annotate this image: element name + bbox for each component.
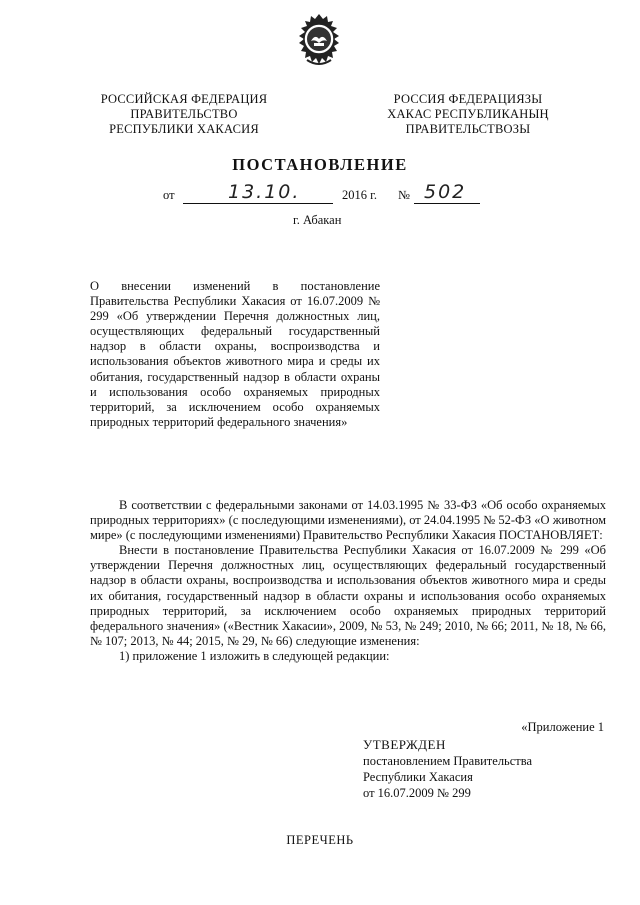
approved-title: УТВЕРЖДЕН	[363, 737, 446, 752]
approved-line-3: от 16.07.2009 № 299	[363, 786, 471, 800]
list-title: ПЕРЕЧЕНЬ	[286, 833, 354, 847]
header-khakas	[370, 92, 566, 137]
date-underline	[183, 203, 333, 204]
header-right-line-2: ХАКАС РЕСПУБЛИКАНЫҢ	[387, 107, 549, 121]
handwritten-number: 502	[424, 181, 467, 203]
appendix-label: «Приложение 1	[521, 720, 604, 734]
document-body	[90, 498, 606, 664]
body-paragraph-1: В соответствии с федеральными законами от 14.03.1995 № 33-ФЗ «Об особо охраняемых природных территориях» (с последующими изменениями), от 24.04.1995 № 52-ФЗ «О животном мире» (с последующими изменениями) Правительство Республики Хакасия ПОСТАНОВЛЯЕТ:	[90, 498, 606, 543]
coat-of-arms-icon	[293, 12, 345, 70]
approved-line-2: Республики Хакасия	[363, 770, 473, 784]
approved-line-1: постановлением Правительства	[363, 754, 533, 768]
header-right-line-3: ПРАВИТЕЛЬСТВОЗЫ	[405, 122, 531, 136]
body-paragraph-2: Внести в постановление Правительства Республики Хакасия от 16.07.2009 № 299 «Об утверждении Перечня должностных лиц, осуществляющих федеральный государственный надзор в области охраны, воспроизводства и использования объектов животного мира и среды их обитания, государственный надзор в области охраны и использования особо охраняемых природных территорий, за исключением особо охраняемых природных территорий федерального значения» («Вестник Хакасии», 2009, № 53, № 249; 2010, № 66; 2011, № 18, № 66, № 107; 2013, № 44; 2015, № 29, № 66) следующие изменения:	[90, 543, 606, 648]
body-paragraph-3: 1) приложение 1 изложить в следующей редакции:	[119, 648, 390, 663]
number-underline	[414, 203, 480, 204]
city: г. Абакан	[293, 213, 342, 227]
number-sign: №	[398, 188, 410, 202]
handwritten-date: 13.10.	[228, 181, 301, 203]
approval-block	[363, 737, 532, 801]
date-year: 2016 г.	[342, 188, 377, 202]
document-title: ПОСТАНОВЛЕНИЕ	[232, 155, 408, 174]
header-russian	[86, 92, 282, 137]
header-right-line-1: РОССИЯ ФЕДЕРАЦИЯЗЫ	[393, 92, 543, 106]
header-left-line-2: ПРАВИТЕЛЬСТВО	[130, 107, 238, 121]
header-left-line-1: РОССИЙСКАЯ ФЕДЕРАЦИЯ	[100, 92, 268, 106]
header-left-line-3: РЕСПУБЛИКИ ХАКАСИЯ	[109, 122, 259, 136]
document-subject: О внесении изменений в постановление Правительства Республики Хакасия от 16.07.2009 № 299 «Об утверждении Перечня должностных лиц, осуществляющих федеральный государственный надзор в области охраны, воспроизводства и использования объектов животного мира и среды их обитания, государственный надзор в области охраны и использования особо охраняемых природных территорий, за исключением особо охраняемых природных территорий федерального значения»	[90, 279, 380, 429]
date-prefix: от	[163, 188, 175, 202]
